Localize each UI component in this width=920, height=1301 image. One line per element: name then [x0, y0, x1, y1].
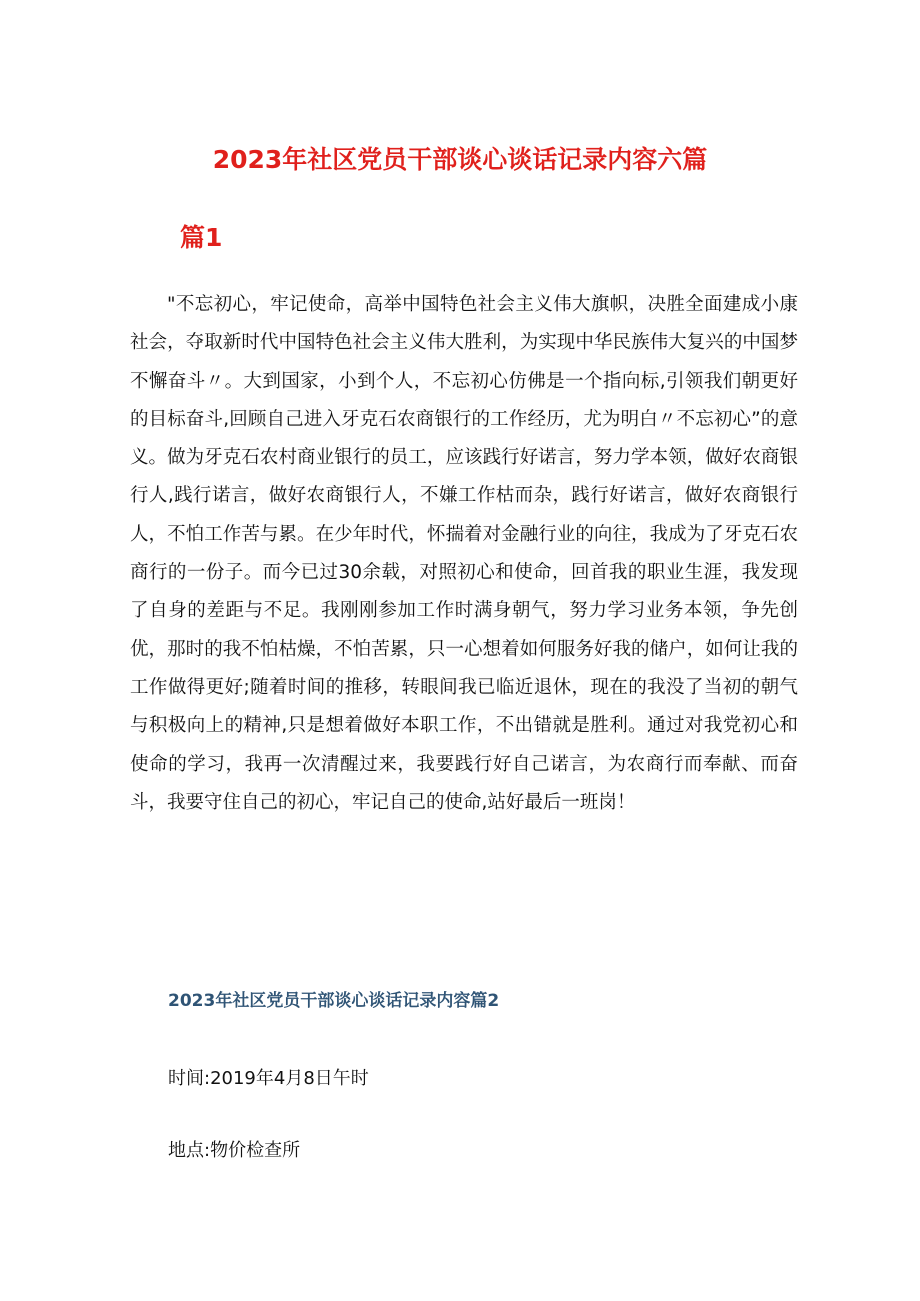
meeting-place: 地点:物价检查所: [168, 1140, 301, 1161]
section-1-heading: 篇1: [180, 223, 223, 252]
document-title: 2023年社区党员干部谈心谈话记录内容六篇: [212, 145, 708, 174]
section-1-paragraph: "不忘初心，牢记使命，高举中国特色社会主义伟大旗帜，决胜全面建成小康社会，夺取新时代中国特色社会主义伟大胜利，为实现中华民族伟大复兴的中国梦不懈奋斗〃。大到国家，小到个人，不忘初心仿佛是一个指向标,引领我们朝更好的目标奋斗,回顾自己进入牙克石农商银行的工作经历，尤为明白〃不忘初心”的意义。做为牙克石农村商业银行的员工，应该践行好诺言，努力学本领，做好农商银行人,践行诺言，做好农商银行人，不嫌工作枯而杂，践行好诺言，做好农商银行人，不怕工作苦与累。在少年时代，怀揣着对金融行业的向往，我成为了牙克石农商行的一份子。而今已过30余载，对照初心和使命，回首我的职业生涯，我发现了自身的差距与不足。我刚刚参加工作时满身朝气，努力学习业务本领，争先创优，那时的我不怕枯燥，不怕苦累，只一心想着如何服务好我的储户，如何让我的工作做得更好;随着时间的推移，转眼间我已临近退休，现在的我没了当初的朝气与积极向上的精神,只是想着做好本职工作，不出错就是胜利。通过对我党初心和使命的学习，我再一次清醒过来，我要践行好自己诺言，为农商行而奉献、而奋斗，我要守住自己的初心，牢记自己的使命,站好最后一班岗！: [130, 294, 798, 813]
section-2-heading: 2023年社区党员干部谈心谈话记录内容篇2: [168, 991, 500, 1011]
meeting-time: 时间:2019年4月8日午时: [168, 1068, 369, 1089]
